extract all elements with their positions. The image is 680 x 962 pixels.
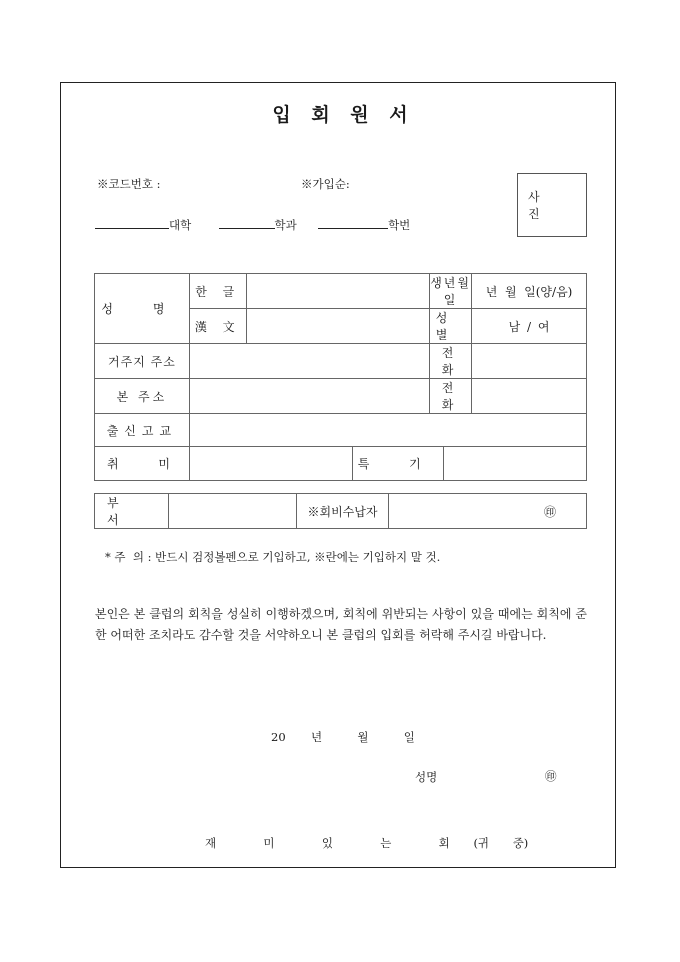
hangul-label-cell: 한 글: [189, 274, 246, 309]
home-address-label-cell: 본 주소: [95, 379, 190, 414]
gender-label-cell: 성 별: [430, 309, 472, 344]
residence-input[interactable]: [189, 344, 429, 379]
hanja-name-input[interactable]: [246, 309, 429, 344]
hangul-name-input[interactable]: [246, 274, 429, 309]
high-school-input[interactable]: [189, 414, 586, 447]
fee-payer-label-cell: ※회비수납자: [296, 494, 389, 529]
fee-payer-input[interactable]: [389, 494, 587, 529]
year-prefix: 20: [271, 730, 286, 744]
university-suffix: 대학: [169, 218, 192, 232]
document-title: 입 회 원 서: [272, 104, 408, 126]
phone-input-2[interactable]: [472, 379, 587, 414]
year-label: 년: [310, 730, 323, 744]
department-blank[interactable]: [219, 215, 275, 229]
note-text: * 주 의 : 반드시 검정볼펜으로 기입하고, ※란에는 기입하지 말 것.: [105, 550, 441, 564]
affiliation-line: [95, 215, 410, 233]
student-id-suffix: 학번: [388, 218, 411, 232]
university-blank[interactable]: [95, 215, 169, 229]
residence-label-cell: 거주지 주소: [95, 344, 190, 379]
phone-label-cell-2: 전 화: [430, 379, 472, 414]
specialty-label-cell: 특 기: [353, 447, 444, 481]
gender-options-cell[interactable]: 남 / 여: [472, 309, 587, 344]
home-address-input[interactable]: [189, 379, 429, 414]
seal-mark: ㊞: [543, 504, 556, 519]
code-number-label: ※코드번호 :: [97, 177, 161, 191]
hobby-label-cell: 취 미: [95, 447, 190, 481]
department-input[interactable]: [168, 494, 296, 529]
signature-seal[interactable]: ㊞: [545, 769, 557, 783]
photo-box[interactable]: [517, 173, 587, 237]
hobby-input[interactable]: [189, 447, 352, 481]
photo-label: 사 진: [528, 190, 554, 221]
birthdate-label-cell: 생년월일: [430, 274, 472, 309]
join-order-label: ※가입순:: [301, 177, 350, 191]
specialty-input[interactable]: [444, 447, 587, 481]
student-id-blank[interactable]: [318, 215, 388, 229]
hanja-label-cell: 漢 文: [189, 309, 246, 344]
phone-input-1[interactable]: [472, 344, 587, 379]
birthdate-format-cell[interactable]: 년 월 일(양/음): [472, 274, 587, 309]
day-label: 일: [403, 730, 415, 744]
month-label: 월: [357, 730, 369, 744]
department-suffix: 학과: [274, 218, 297, 232]
high-school-label-cell: 출신고교: [95, 414, 190, 447]
date-line: [271, 729, 415, 745]
phone-label-cell-1: 전 화: [430, 344, 472, 379]
signature-label: 성명: [415, 770, 438, 784]
department-table: [94, 493, 587, 529]
name-label-cell: 성 명: [95, 274, 190, 344]
pledge-paragraph: 본인은 본 클럽의 회칙을 성실히 이행하겠으며, 회칙에 위반되는 사항이 있을 때에는 회칙에 준한 어떠한 조치라도 감수할 것을 서약하오니 본 클럽의 입회를 허락해 주시길 바랍니다.: [95, 607, 587, 642]
department-label-cell: 부 서: [95, 494, 169, 529]
addressee: 재 미 있 는 회 (귀 중): [205, 836, 529, 850]
personal-info-table: [94, 273, 587, 481]
